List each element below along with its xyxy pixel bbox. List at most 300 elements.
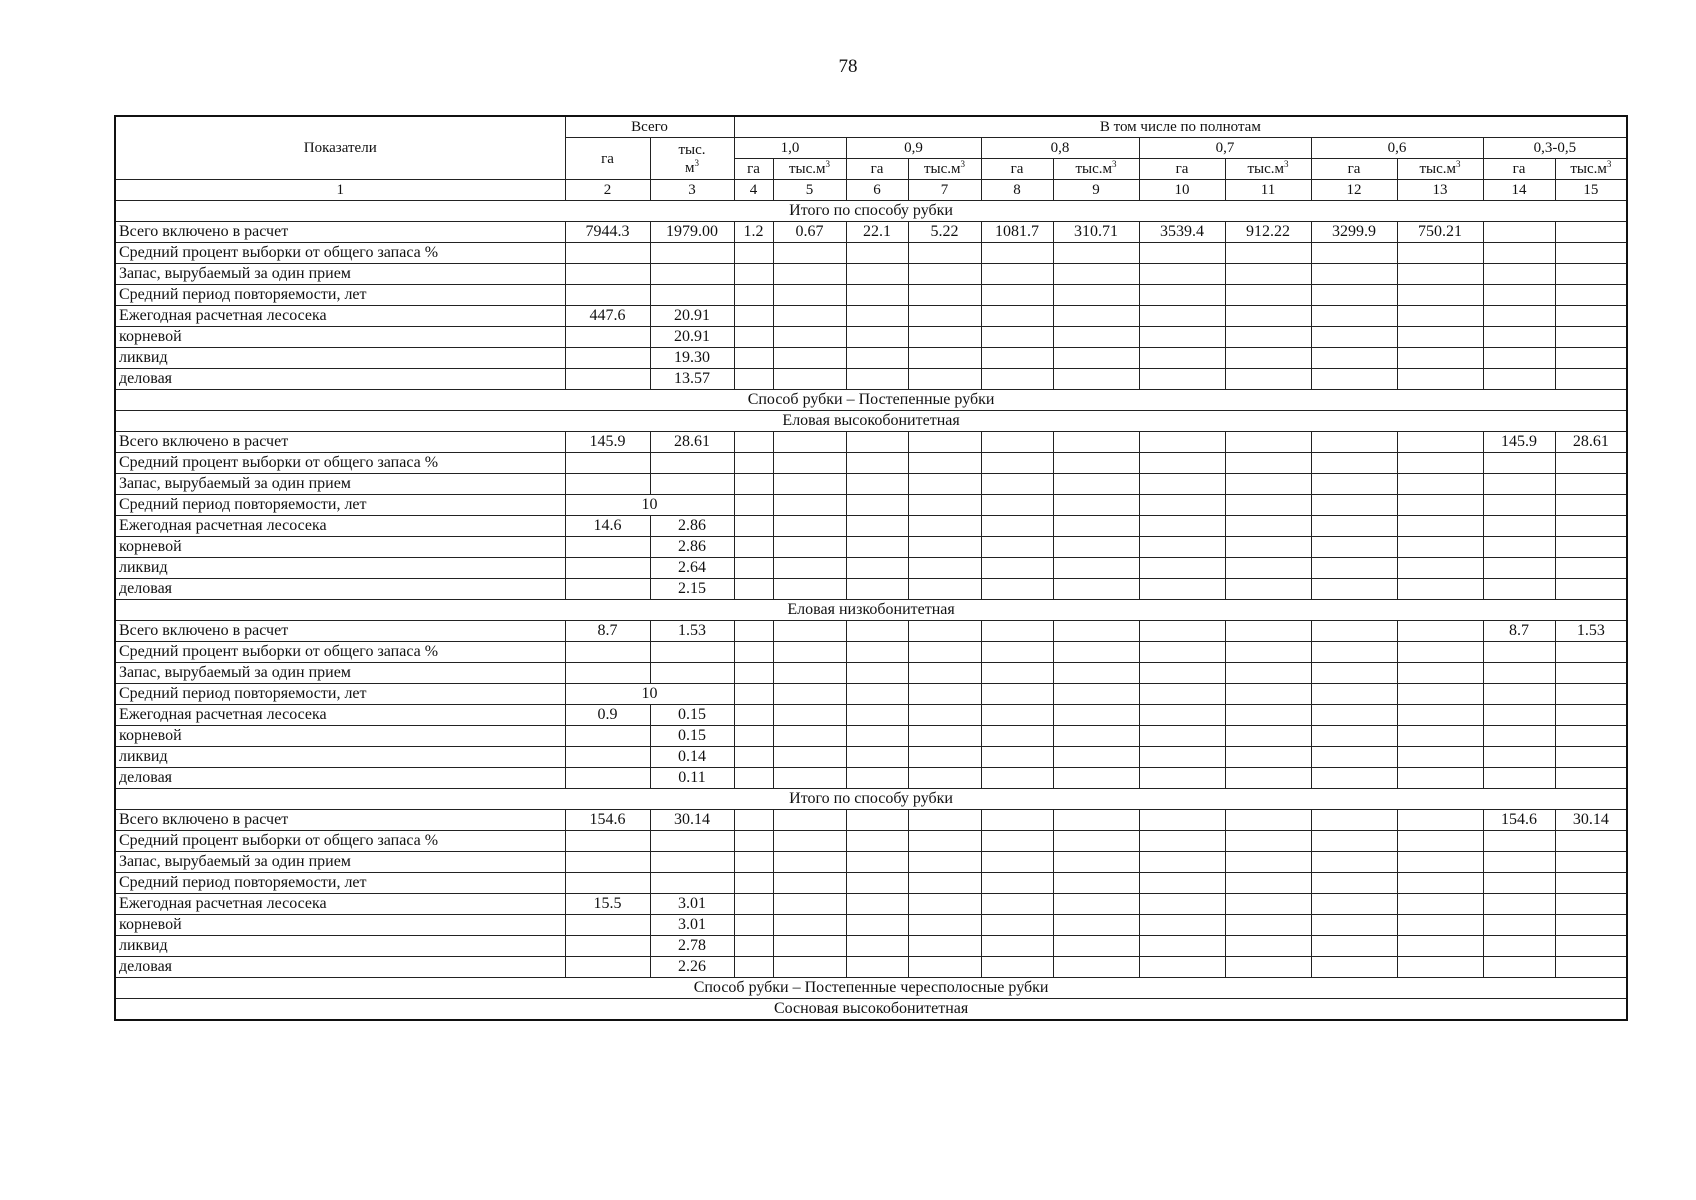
table-cell [1225,747,1311,768]
row-label: корневой [115,726,565,747]
table-cell [1311,663,1397,684]
table-cell [846,453,908,474]
table-cell [1225,768,1311,789]
table-cell [1311,705,1397,726]
table-row [115,558,1627,579]
table-cell [1483,558,1555,579]
column-number: 4 [734,180,773,201]
table-cell [1225,894,1311,915]
table-cell [773,768,846,789]
table-cell [1311,537,1397,558]
column-number: 9 [1053,180,1139,201]
unit-volume: $тыс.м^3$ [773,159,846,180]
table-cell [565,243,650,264]
table-cell [1311,495,1397,516]
table-cell [734,894,773,915]
table-cell [1483,873,1555,894]
table-cell [846,558,908,579]
table-cell [565,768,650,789]
table-cell [1555,285,1627,306]
table-row [115,369,1627,390]
table-cell [1555,873,1627,894]
table-row [115,348,1627,369]
table-cell [734,873,773,894]
unit-ha: га [846,159,908,180]
table-cell [1311,474,1397,495]
table-cell [1311,579,1397,600]
table-cell [734,705,773,726]
table-cell [1311,306,1397,327]
table-cell [1053,831,1139,852]
table-cell [734,747,773,768]
table-cell [846,432,908,453]
table-cell [1225,579,1311,600]
table-cell [908,642,981,663]
header-density-2: 0,9 [846,138,981,159]
table-cell [650,873,734,894]
table-cell [1053,516,1139,537]
table-cell [1225,453,1311,474]
merged-total-cell: 10 [565,684,734,705]
table-cell [908,432,981,453]
table-cell [734,495,773,516]
section-title: Еловая высокобонитетная [115,411,1627,432]
table-cell [1225,558,1311,579]
table-cell [908,579,981,600]
table-cell [773,432,846,453]
table-cell [1555,222,1627,243]
table-cell [981,684,1053,705]
table-cell [1053,768,1139,789]
table-row [115,747,1627,768]
table-cell [773,957,846,978]
table-cell [734,831,773,852]
table-cell [773,558,846,579]
row-label: Ежегодная расчетная лесосека [115,894,565,915]
table-cell [1483,705,1555,726]
table-cell: 1081.7 [981,222,1053,243]
table-cell [650,453,734,474]
table-cell [734,306,773,327]
table-cell [1483,726,1555,747]
table-cell [908,474,981,495]
table-cell [1311,348,1397,369]
table-cell [908,747,981,768]
header-total-ha: га [565,138,650,180]
table-cell [773,495,846,516]
section-title: Способ рубки – Постепенные рубки [115,390,1627,411]
table-cell [773,894,846,915]
table-cell [1555,894,1627,915]
table-cell [1139,453,1225,474]
table-cell [846,348,908,369]
column-number-row [115,180,1627,201]
table-cell [773,915,846,936]
table-cell [1139,327,1225,348]
table-cell [981,516,1053,537]
table-cell [1483,852,1555,873]
table-cell [1139,432,1225,453]
table-cell [1053,243,1139,264]
table-cell [846,327,908,348]
table-cell [734,621,773,642]
table-row [115,243,1627,264]
table-cell [1053,327,1139,348]
table-cell: 750.21 [1397,222,1483,243]
table-cell [565,264,650,285]
table-cell [1483,474,1555,495]
table-cell [981,873,1053,894]
table-cell [1139,705,1225,726]
table-cell: 310.71 [1053,222,1139,243]
table-cell [650,831,734,852]
table-cell [565,642,650,663]
table-cell [1483,243,1555,264]
table-row [115,453,1627,474]
table-cell [1225,432,1311,453]
table-cell [1225,264,1311,285]
table-cell [1225,705,1311,726]
column-number: 6 [846,180,908,201]
table-cell [846,747,908,768]
table-cell: 2.64 [650,558,734,579]
table-cell [981,621,1053,642]
table-cell: 13.57 [650,369,734,390]
table-cell [1139,243,1225,264]
row-label: ликвид [115,747,565,768]
table-row [115,516,1627,537]
table-cell [908,243,981,264]
table-cell [565,369,650,390]
row-label: деловая [115,579,565,600]
table-cell [1483,453,1555,474]
table-cell [1225,957,1311,978]
table-cell [908,348,981,369]
table-cell [908,495,981,516]
table-cell [1397,453,1483,474]
table-cell [1139,558,1225,579]
table-cell [1311,327,1397,348]
table-cell [981,894,1053,915]
table-cell [734,537,773,558]
table-row [115,852,1627,873]
table-cell [846,726,908,747]
unit-volume: $тыс.м^3$ [1225,159,1311,180]
table-cell [981,306,1053,327]
table-cell: 0.67 [773,222,846,243]
table-cell [981,936,1053,957]
row-label: Средний процент выборки от общего запаса % [115,453,565,474]
table-cell [1311,642,1397,663]
table-cell [846,915,908,936]
table-cell [981,453,1053,474]
table-cell [1311,768,1397,789]
table-cell [846,306,908,327]
table-cell [565,579,650,600]
table-cell [1139,915,1225,936]
table-cell [1483,747,1555,768]
row-label: корневой [115,327,565,348]
table-cell [565,663,650,684]
table-cell [1397,495,1483,516]
table-cell [1053,915,1139,936]
section-row [115,600,1627,621]
table-cell [908,306,981,327]
table-cell [1053,852,1139,873]
table-cell [1139,894,1225,915]
table-row [115,705,1627,726]
table-cell: 2.15 [650,579,734,600]
table-cell [1555,915,1627,936]
table-cell: 145.9 [1483,432,1555,453]
table-cell [1555,243,1627,264]
table-cell [908,852,981,873]
table-cell [773,684,846,705]
table-cell [846,894,908,915]
table-cell [1225,663,1311,684]
table-cell [981,663,1053,684]
table-cell: 1.2 [734,222,773,243]
table-cell [650,474,734,495]
table-cell [734,810,773,831]
table-cell [1139,936,1225,957]
table-cell [1397,915,1483,936]
table-cell [773,831,846,852]
unit-volume: $тыс.м^3$ [1053,159,1139,180]
table-cell [734,852,773,873]
table-cell [734,663,773,684]
table-cell [565,348,650,369]
table-cell [981,810,1053,831]
table-row [115,537,1627,558]
table-cell [773,474,846,495]
table-cell [565,915,650,936]
table-cell [1483,684,1555,705]
table-row [115,957,1627,978]
table-cell: 30.14 [1555,810,1627,831]
table-cell [1483,831,1555,852]
table-cell: 0.11 [650,768,734,789]
table-cell [846,285,908,306]
table-cell [846,579,908,600]
header-density-3: 0,8 [981,138,1139,159]
table-cell [1555,537,1627,558]
table-cell [1397,642,1483,663]
table-cell [1397,747,1483,768]
unit-ha: га [1311,159,1397,180]
table-cell [908,705,981,726]
table-cell [908,936,981,957]
table-cell [981,369,1053,390]
table-cell [1555,453,1627,474]
table-cell: 5.22 [908,222,981,243]
column-number: 2 [565,180,650,201]
table-cell [981,558,1053,579]
table-cell [773,936,846,957]
table-row [115,327,1627,348]
row-label: Средний процент выборки от общего запаса % [115,831,565,852]
table-cell [650,642,734,663]
header-by-density: В том числе по полнотам [734,116,1627,138]
table-cell [1225,810,1311,831]
table-cell: 2.86 [650,537,734,558]
table-cell [734,516,773,537]
table-cell: 7944.3 [565,222,650,243]
table-cell: 2.78 [650,936,734,957]
table-cell: 3.01 [650,915,734,936]
section-title: Сосновая высокобонитетная [115,999,1627,1021]
table-cell [1053,705,1139,726]
table-cell [1053,306,1139,327]
row-label: Ежегодная расчетная лесосека [115,705,565,726]
table-cell [981,957,1053,978]
table-cell [1555,768,1627,789]
table-cell [1397,327,1483,348]
table-cell [1483,537,1555,558]
table-cell [1053,474,1139,495]
table-cell [1555,936,1627,957]
table-cell [1139,726,1225,747]
table-cell [1225,852,1311,873]
table-cell [1311,432,1397,453]
table-cell [1053,957,1139,978]
row-label: деловая [115,768,565,789]
table-cell [1139,621,1225,642]
header-total: Всего [565,116,734,138]
table-cell [908,810,981,831]
table-cell [908,516,981,537]
table-cell [1555,474,1627,495]
table-cell [734,726,773,747]
table-cell [1397,684,1483,705]
table-cell [734,558,773,579]
table-cell [565,474,650,495]
row-label: Средний процент выборки от общего запаса % [115,243,565,264]
table-cell [846,684,908,705]
section-title: Итого по способу рубки [115,789,1627,810]
table-cell [1555,327,1627,348]
table-cell [1555,579,1627,600]
table-cell [1311,243,1397,264]
table-cell [565,453,650,474]
table-row [115,642,1627,663]
table-cell [1311,957,1397,978]
unit-volume: $тыс.м^3$ [1555,159,1627,180]
table-row [115,495,1627,516]
table-cell [565,558,650,579]
table-cell [1397,369,1483,390]
table-cell [1225,915,1311,936]
section-title: Способ рубки – Постепенные чересполосные рубки [115,978,1627,999]
table-cell [1483,957,1555,978]
table-cell: 0.15 [650,726,734,747]
row-label: Ежегодная расчетная лесосека [115,306,565,327]
table-cell [1397,726,1483,747]
table-cell [1225,873,1311,894]
row-label: Всего включено в расчет [115,621,565,642]
table-cell [981,768,1053,789]
table-cell [1397,516,1483,537]
table-cell [565,831,650,852]
table-cell [1483,936,1555,957]
table-cell [734,453,773,474]
table-cell [650,852,734,873]
table-cell [1225,726,1311,747]
column-number: 11 [1225,180,1311,201]
table-cell [734,369,773,390]
table-cell [1139,684,1225,705]
table-cell [773,621,846,642]
table-cell [1397,894,1483,915]
table-cell [565,726,650,747]
table-row [115,222,1627,243]
table-cell: 3.01 [650,894,734,915]
table-cell [981,579,1053,600]
table-cell [1225,831,1311,852]
table-cell [1555,558,1627,579]
row-label: Всего включено в расчет [115,810,565,831]
table-cell [1311,516,1397,537]
table-cell [1397,831,1483,852]
table-cell [1483,663,1555,684]
table-cell: 30.14 [650,810,734,831]
table-cell [846,705,908,726]
table-cell [773,537,846,558]
table-cell [908,264,981,285]
column-number: 10 [1139,180,1225,201]
table-cell [981,327,1053,348]
table-cell [1483,579,1555,600]
table-cell [1139,306,1225,327]
table-row [115,684,1627,705]
table-cell [1555,705,1627,726]
table-cell [1483,306,1555,327]
table-cell [1555,726,1627,747]
table-cell [1139,768,1225,789]
table-cell [1555,747,1627,768]
table-cell [1225,621,1311,642]
table-cell [1397,705,1483,726]
table-cell [1311,936,1397,957]
table-cell [1311,264,1397,285]
table-cell [773,453,846,474]
table-cell [908,558,981,579]
table-cell [650,663,734,684]
section-title: Итого по способу рубки [115,201,1627,222]
table-cell [1555,264,1627,285]
table-cell [846,621,908,642]
table-cell: 19.30 [650,348,734,369]
table-cell [1397,810,1483,831]
table-cell [1053,453,1139,474]
table-row [115,285,1627,306]
table-cell [1053,642,1139,663]
table-cell [1311,831,1397,852]
table-cell [846,642,908,663]
table-cell [1555,957,1627,978]
table-cell [1397,348,1483,369]
row-label: корневой [115,915,565,936]
table-cell [1053,579,1139,600]
column-number: 12 [1311,180,1397,201]
table-cell [734,915,773,936]
table-cell [1139,474,1225,495]
table-cell: 1.53 [650,621,734,642]
table-cell [846,957,908,978]
table-cell [1555,369,1627,390]
row-label: Запас, вырубаемый за один прием [115,474,565,495]
table-cell [1139,495,1225,516]
